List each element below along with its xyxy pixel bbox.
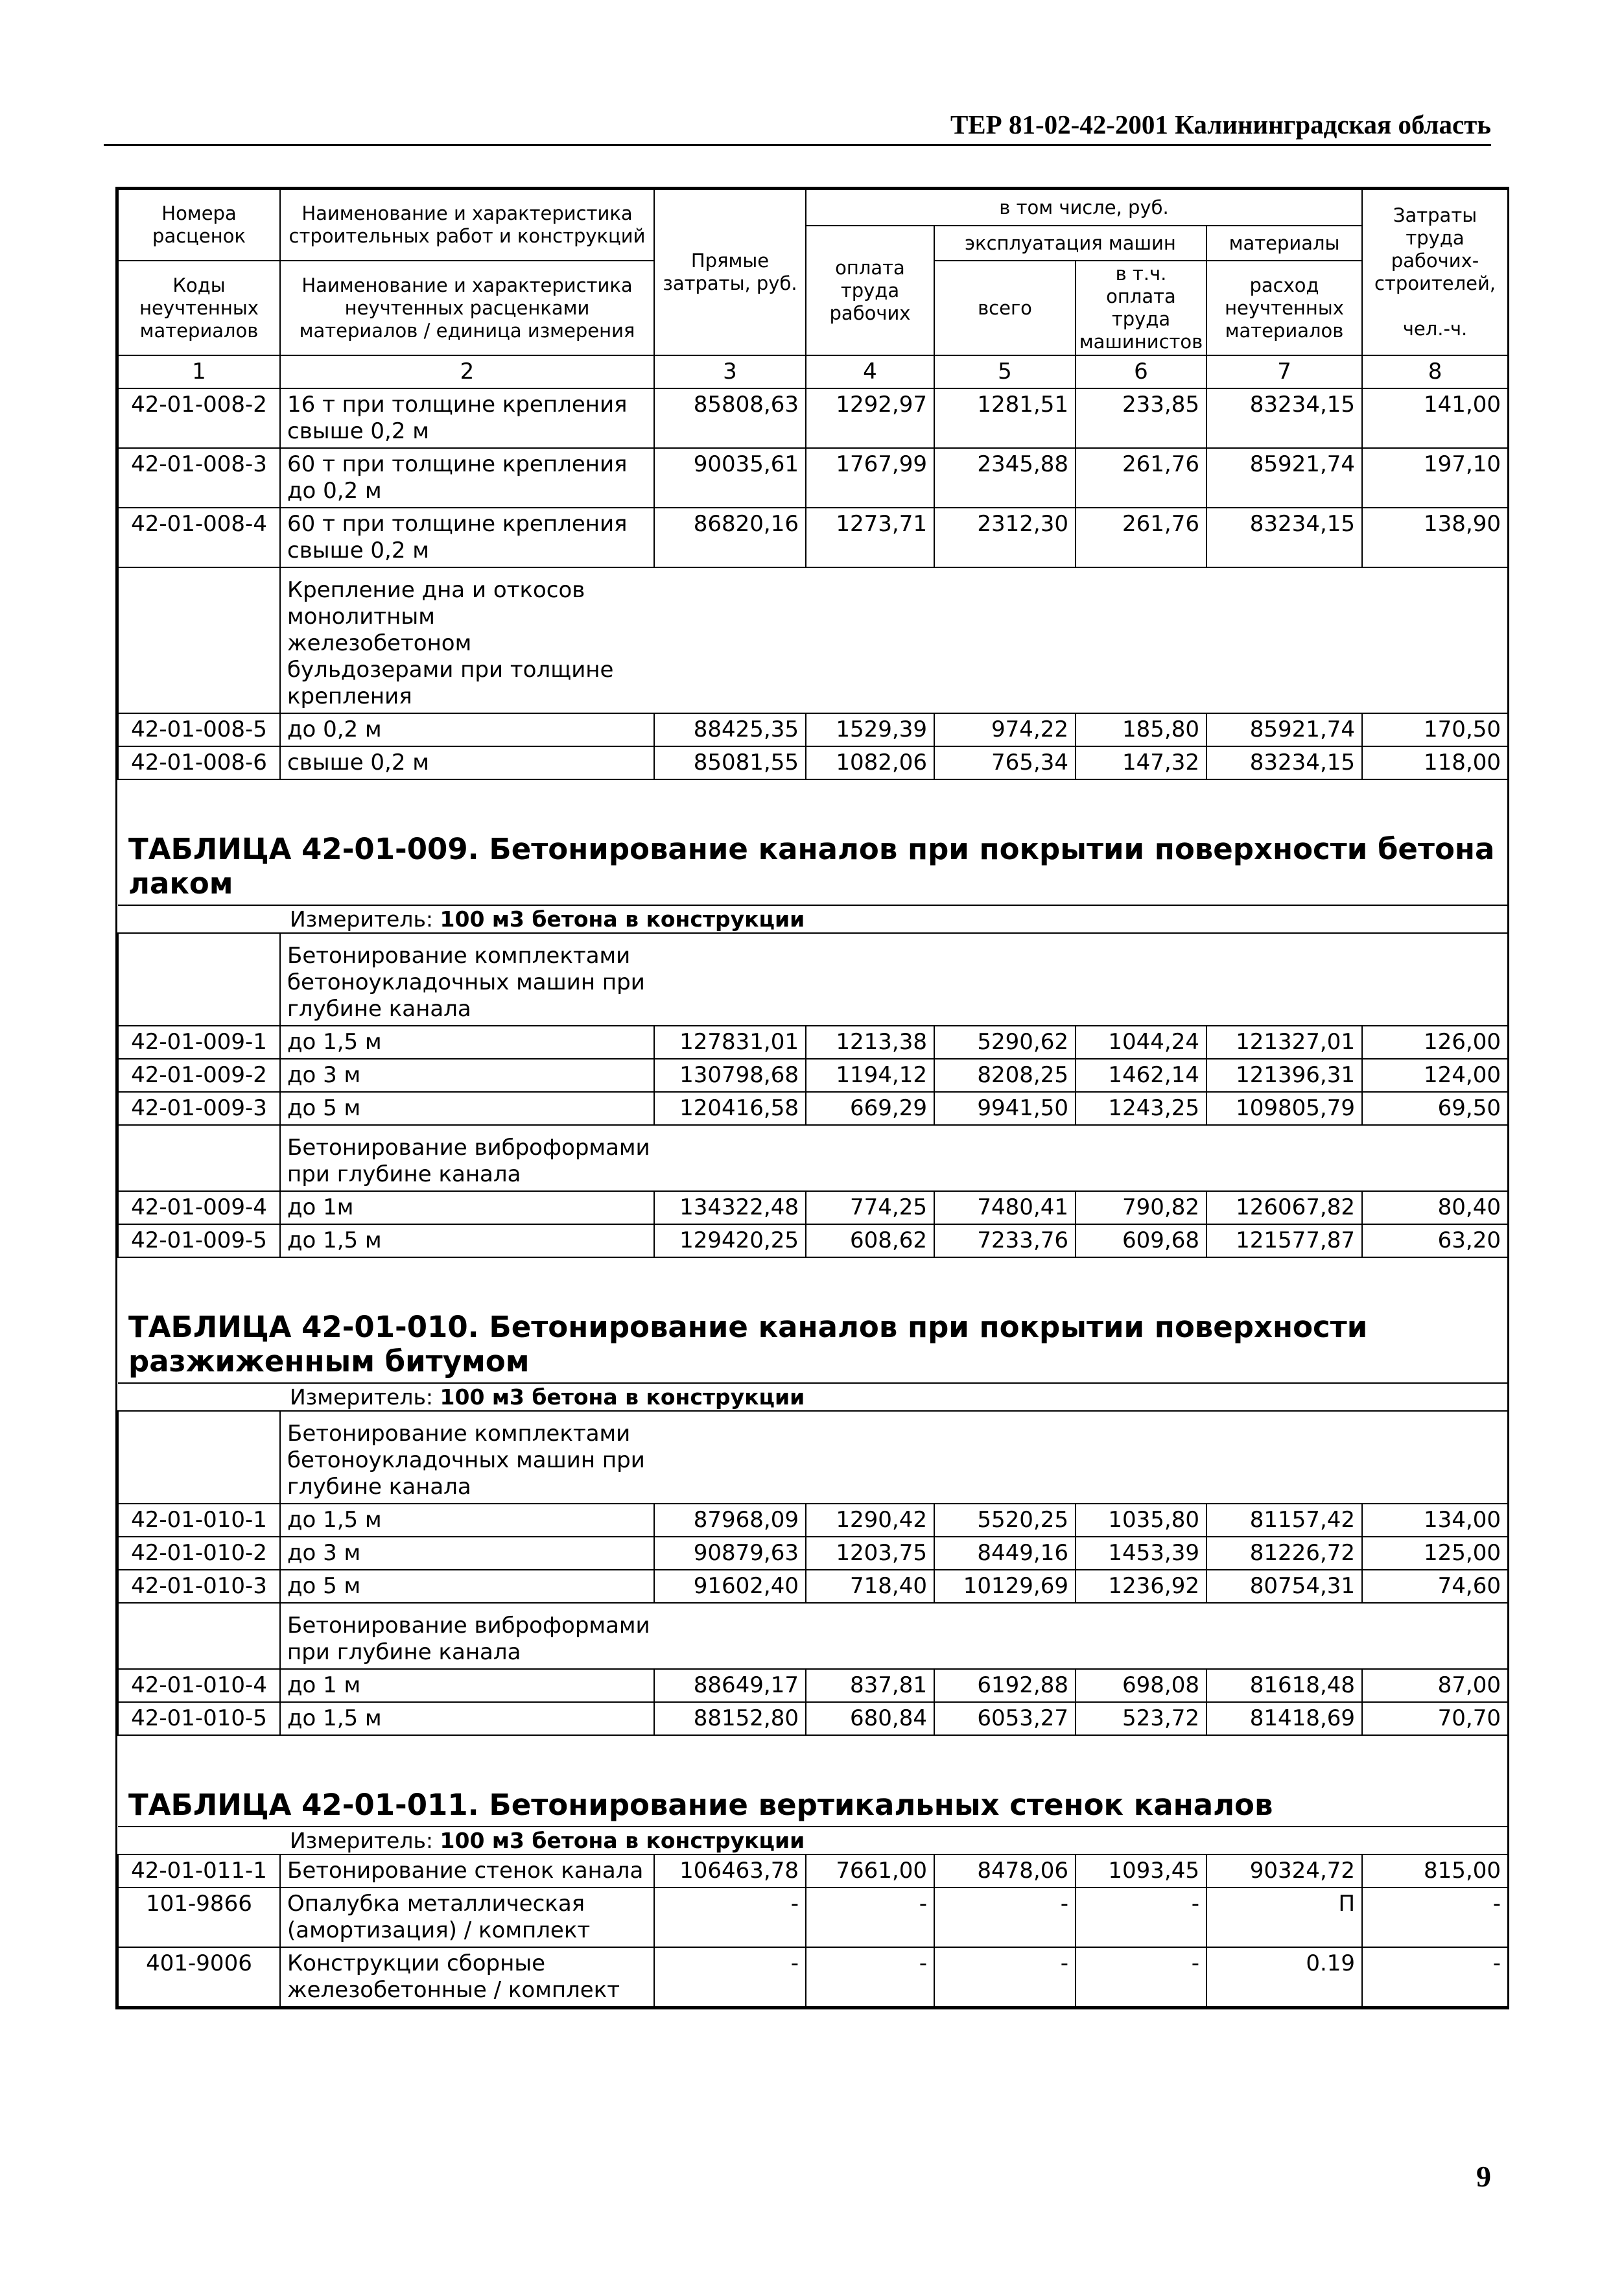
materials: 85921,74 (1206, 713, 1362, 746)
table-row (118, 508, 1508, 567)
rate-code: 42-01-010-3 (118, 1570, 280, 1603)
group-heading-row (118, 1603, 1508, 1669)
worker-pay: 1529,39 (806, 713, 934, 746)
labor-costs: 74,60 (1362, 1570, 1508, 1603)
direct-costs: 129420,25 (654, 1224, 806, 1257)
machinists-pay: 1453,39 (1076, 1537, 1206, 1570)
machinists-pay: 609,68 (1076, 1224, 1206, 1257)
worker-pay: 837,81 (806, 1669, 934, 1702)
direct-costs: - (654, 1888, 806, 1947)
worker-pay: - (806, 1947, 934, 2007)
work-name: до 1 м (280, 1669, 654, 1702)
table-row (118, 1537, 1508, 1570)
column-number: 6 (1076, 355, 1206, 388)
materials: 81226,72 (1206, 1537, 1362, 1570)
table-row (118, 1059, 1508, 1092)
direct-costs: 86820,16 (654, 508, 806, 567)
labor-costs: 170,50 (1362, 713, 1508, 746)
machines-total: 1281,51 (934, 388, 1076, 448)
worker-pay: 669,29 (806, 1092, 934, 1125)
table-row (118, 1570, 1508, 1603)
header-materials-consumption: расход неучтенных материалов (1206, 261, 1362, 355)
labor-costs: 124,00 (1362, 1059, 1508, 1092)
machines-total: 5520,25 (934, 1504, 1076, 1537)
header-name-works: Наименование и характеристика строительных работ и конструкций (280, 189, 654, 261)
column-number: 7 (1206, 355, 1362, 388)
materials: 81157,42 (1206, 1504, 1362, 1537)
work-name: до 3 м (280, 1537, 654, 1570)
meter-label: Измеритель: (290, 1384, 434, 1410)
machines-total: - (934, 1888, 1076, 1947)
direct-costs: 91602,40 (654, 1570, 806, 1603)
rate-code: 42-01-010-1 (118, 1504, 280, 1537)
group-heading (280, 1411, 1508, 1504)
work-name: 16 т при толщине крепления свыше 0,2 м (280, 388, 654, 448)
header-worker-pay: оплата труда рабочих (806, 226, 934, 355)
direct-costs: 87968,09 (654, 1504, 806, 1537)
rate-code: 42-01-009-2 (118, 1059, 280, 1092)
table-011-meter (118, 1827, 1508, 1854)
machines-total: 8478,06 (934, 1854, 1076, 1888)
labor-costs: 197,10 (1362, 448, 1508, 508)
worker-pay: 774,25 (806, 1191, 934, 1224)
table-row (118, 1504, 1508, 1537)
work-name: Бетонирование стенок канала (280, 1854, 654, 1888)
machinists-pay: 147,32 (1076, 746, 1206, 779)
rate-code: 42-01-008-5 (118, 713, 280, 746)
labor-costs: 126,00 (1362, 1026, 1508, 1059)
group-heading (280, 1125, 1508, 1191)
group-heading-text: Бетонирование комплектами бетоноукладочных машин при глубине канала (287, 1421, 645, 1500)
worker-pay: 1767,99 (806, 448, 934, 508)
worker-pay: 1292,97 (806, 388, 934, 448)
direct-costs: 134322,48 (654, 1191, 806, 1224)
labor-costs: 118,00 (1362, 746, 1508, 779)
direct-costs: 88425,35 (654, 713, 806, 746)
table-row (118, 1669, 1508, 1702)
machines-total: 9941,50 (934, 1092, 1076, 1125)
group-heading-text: Бетонирование виброформами при глубине канала (287, 1613, 650, 1665)
work-name: до 1м (280, 1191, 654, 1224)
meter-label: Измеритель: (290, 906, 434, 932)
column-number: 3 (654, 355, 806, 388)
rates-table (115, 187, 1509, 2009)
group-heading-row (118, 1411, 1508, 1504)
labor-costs: 141,00 (1362, 388, 1508, 448)
rate-code: 42-01-008-6 (118, 746, 280, 779)
machines-total: 7480,41 (934, 1191, 1076, 1224)
header-machine-operation: эксплуатация машин (934, 226, 1206, 261)
direct-costs: 90879,63 (654, 1537, 806, 1570)
table-row (118, 1224, 1508, 1257)
table-009-meter (118, 905, 1508, 933)
labor-costs: 80,40 (1362, 1191, 1508, 1224)
machinists-pay: - (1076, 1947, 1206, 2007)
group-heading-text: Бетонирование виброформами при глубине канала (287, 1135, 650, 1187)
materials: 81618,48 (1206, 1669, 1362, 1702)
rate-code: 42-01-010-2 (118, 1537, 280, 1570)
header-machines-total: всего (934, 261, 1076, 355)
header-including: в том числе, руб. (806, 189, 1362, 226)
work-name: свыше 0,2 м (280, 746, 654, 779)
rate-code: 42-01-009-4 (118, 1191, 280, 1224)
header-materials: материалы (1206, 226, 1362, 261)
materials: 121396,31 (1206, 1059, 1362, 1092)
group-heading-text: Крепление дна и откосов монолитным железобетоном бульдозерами при толщине крепления (287, 577, 614, 709)
labor-costs: 70,70 (1362, 1702, 1508, 1735)
labor-costs: 125,00 (1362, 1537, 1508, 1570)
column-number: 8 (1362, 355, 1508, 388)
direct-costs: 85808,63 (654, 388, 806, 448)
page-number: 9 (1476, 2160, 1491, 2193)
direct-costs: 106463,78 (654, 1854, 806, 1888)
machinists-pay: 698,08 (1076, 1669, 1206, 1702)
header-labor-title: Затраты труда рабочих-строителей, (1374, 204, 1496, 294)
machinists-pay: 1093,45 (1076, 1854, 1206, 1888)
table-row (118, 388, 1508, 448)
material-row (118, 1888, 1508, 1947)
table-row (118, 1026, 1508, 1059)
labor-costs: - (1362, 1947, 1508, 2007)
machines-total: 10129,69 (934, 1570, 1076, 1603)
table-row (118, 746, 1508, 779)
labor-costs: 138,90 (1362, 508, 1508, 567)
table-row (118, 1191, 1508, 1224)
materials: 121327,01 (1206, 1026, 1362, 1059)
worker-pay: 1203,75 (806, 1537, 934, 1570)
direct-costs: 127831,01 (654, 1026, 806, 1059)
machinists-pay: 790,82 (1076, 1191, 1206, 1224)
machinists-pay: 233,85 (1076, 388, 1206, 448)
group-heading-row (118, 567, 1508, 713)
work-name: до 1,5 м (280, 1026, 654, 1059)
machines-total: 8208,25 (934, 1059, 1076, 1092)
group-heading-row (118, 933, 1508, 1026)
table-row (118, 1092, 1508, 1125)
material-name: Конструкции сборные железобетонные / комплект (280, 1947, 654, 2007)
table-010-meter (118, 1383, 1508, 1411)
direct-costs: 85081,55 (654, 746, 806, 779)
materials: 81418,69 (1206, 1702, 1362, 1735)
direct-costs: 88152,80 (654, 1702, 806, 1735)
direct-costs: 120416,58 (654, 1092, 806, 1125)
machinists-pay: 523,72 (1076, 1702, 1206, 1735)
machines-total: 5290,62 (934, 1026, 1076, 1059)
meter-label: Измеритель: (290, 1828, 434, 1853)
labor-costs: 87,00 (1362, 1669, 1508, 1702)
material-code: 101-9866 (118, 1888, 280, 1947)
machinists-pay: 185,80 (1076, 713, 1206, 746)
machines-total: - (934, 1947, 1076, 2007)
labor-costs: 63,20 (1362, 1224, 1508, 1257)
table-row (118, 1702, 1508, 1735)
work-name: 60 т при толщине крепления свыше 0,2 м (280, 508, 654, 567)
worker-pay: 1213,38 (806, 1026, 934, 1059)
materials: 90324,72 (1206, 1854, 1362, 1888)
machines-total: 765,34 (934, 746, 1076, 779)
machines-total: 2312,30 (934, 508, 1076, 567)
meter-value: 100 м3 бетона в конструкции (440, 1828, 805, 1853)
work-name: до 1,5 м (280, 1224, 654, 1257)
machinists-pay: 1035,80 (1076, 1504, 1206, 1537)
worker-pay: 680,84 (806, 1702, 934, 1735)
machines-total: 2345,88 (934, 448, 1076, 508)
table-row (118, 448, 1508, 508)
worker-pay: 1194,12 (806, 1059, 934, 1092)
column-number: 2 (280, 355, 654, 388)
direct-costs: - (654, 1947, 806, 2007)
materials: 80754,31 (1206, 1570, 1362, 1603)
group-heading-row (118, 1125, 1508, 1191)
machinists-pay: 261,76 (1076, 448, 1206, 508)
worker-pay: 7661,00 (806, 1854, 934, 1888)
rate-code: 42-01-008-3 (118, 448, 280, 508)
table-011-title: ТАБЛИЦА 42-01-011. Бетонирование вертикальных стенок каналов (118, 1735, 1508, 1827)
header-codes: Коды неучтенных материалов (118, 261, 280, 355)
table-009-title: ТАБЛИЦА 42-01-009. Бетонирование каналов при покрытии поверхности бетона лаком (118, 779, 1508, 905)
meter-value: 100 м3 бетона в конструкции (440, 1384, 805, 1410)
materials: 83234,15 (1206, 746, 1362, 779)
group-heading-text: Бетонирование комплектами бетоноукладочных машин при глубине канала (287, 943, 645, 1022)
materials: 85921,74 (1206, 448, 1362, 508)
materials: 121577,87 (1206, 1224, 1362, 1257)
machinists-pay: 261,76 (1076, 508, 1206, 567)
group-heading (280, 933, 1508, 1026)
machinists-pay: 1462,14 (1076, 1059, 1206, 1092)
machinists-pay: 1044,24 (1076, 1026, 1206, 1059)
rate-code: 42-01-011-1 (118, 1854, 280, 1888)
header-rates: Номера расценок (118, 189, 280, 261)
work-name: до 1,5 м (280, 1504, 654, 1537)
worker-pay: 1082,06 (806, 746, 934, 779)
rate-code: 42-01-009-1 (118, 1026, 280, 1059)
work-name: до 5 м (280, 1570, 654, 1603)
direct-costs: 130798,68 (654, 1059, 806, 1092)
labor-costs: - (1362, 1888, 1508, 1947)
table-row (118, 713, 1508, 746)
worker-pay: 608,62 (806, 1224, 934, 1257)
direct-costs: 88649,17 (654, 1669, 806, 1702)
header-machinists-pay: в т.ч. оплата труда машинистов (1076, 261, 1206, 355)
machines-total: 6053,27 (934, 1702, 1076, 1735)
column-numbers-row (118, 355, 1508, 388)
work-name: до 1,5 м (280, 1702, 654, 1735)
material-name: Опалубка металлическая (амортизация) / комплект (280, 1888, 654, 1947)
column-number: 5 (934, 355, 1076, 388)
materials: 109805,79 (1206, 1092, 1362, 1125)
labor-costs: 815,00 (1362, 1854, 1508, 1888)
materials: 83234,15 (1206, 508, 1362, 567)
rate-code: 42-01-009-5 (118, 1224, 280, 1257)
machines-total: 8449,16 (934, 1537, 1076, 1570)
work-name: до 0,2 м (280, 713, 654, 746)
rates-grid (117, 189, 1509, 2007)
machinists-pay: 1243,25 (1076, 1092, 1206, 1125)
column-number: 1 (118, 355, 280, 388)
material-code: 401-9006 (118, 1947, 280, 2007)
table-010-title: ТАБЛИЦА 42-01-010. Бетонирование каналов при покрытии поверхности разжиженным битумом (118, 1257, 1508, 1383)
worker-pay: 718,40 (806, 1570, 934, 1603)
header-labor-unit: чел.-ч. (1402, 318, 1468, 340)
work-name: 60 т при толщине крепления до 0,2 м (280, 448, 654, 508)
rate-code: 42-01-009-3 (118, 1092, 280, 1125)
machines-total: 7233,76 (934, 1224, 1076, 1257)
labor-costs: 134,00 (1362, 1504, 1508, 1537)
header-name-materials: Наименование и характеристика неучтенных расценками материалов / единица измерения (280, 261, 654, 355)
column-number: 4 (806, 355, 934, 388)
header-labor (1362, 189, 1508, 355)
meter-value: 100 м3 бетона в конструкции (440, 906, 805, 932)
worker-pay: - (806, 1888, 934, 1947)
materials: 0.19 (1206, 1947, 1362, 2007)
machines-total: 974,22 (934, 713, 1076, 746)
machines-total: 6192,88 (934, 1669, 1076, 1702)
rate-code: 42-01-008-2 (118, 388, 280, 448)
work-name: до 5 м (280, 1092, 654, 1125)
rate-code: 42-01-010-4 (118, 1669, 280, 1702)
materials: 83234,15 (1206, 388, 1362, 448)
machinists-pay: - (1076, 1888, 1206, 1947)
table-row (118, 1854, 1508, 1888)
labor-costs: 69,50 (1362, 1092, 1508, 1125)
work-name: до 3 м (280, 1059, 654, 1092)
rate-code: 42-01-010-5 (118, 1702, 280, 1735)
direct-costs: 90035,61 (654, 448, 806, 508)
running-header: ТЕР 81-02-42-2001 Калининградская область (104, 109, 1491, 146)
machinists-pay: 1236,92 (1076, 1570, 1206, 1603)
worker-pay: 1273,71 (806, 508, 934, 567)
worker-pay: 1290,42 (806, 1504, 934, 1537)
rate-code: 42-01-008-4 (118, 508, 280, 567)
materials: П (1206, 1888, 1362, 1947)
material-row (118, 1947, 1508, 2007)
header-direct-costs: Прямые затраты, руб. (654, 189, 806, 355)
group-heading (280, 1603, 1508, 1669)
materials: 126067,82 (1206, 1191, 1362, 1224)
group-heading (280, 567, 1508, 713)
